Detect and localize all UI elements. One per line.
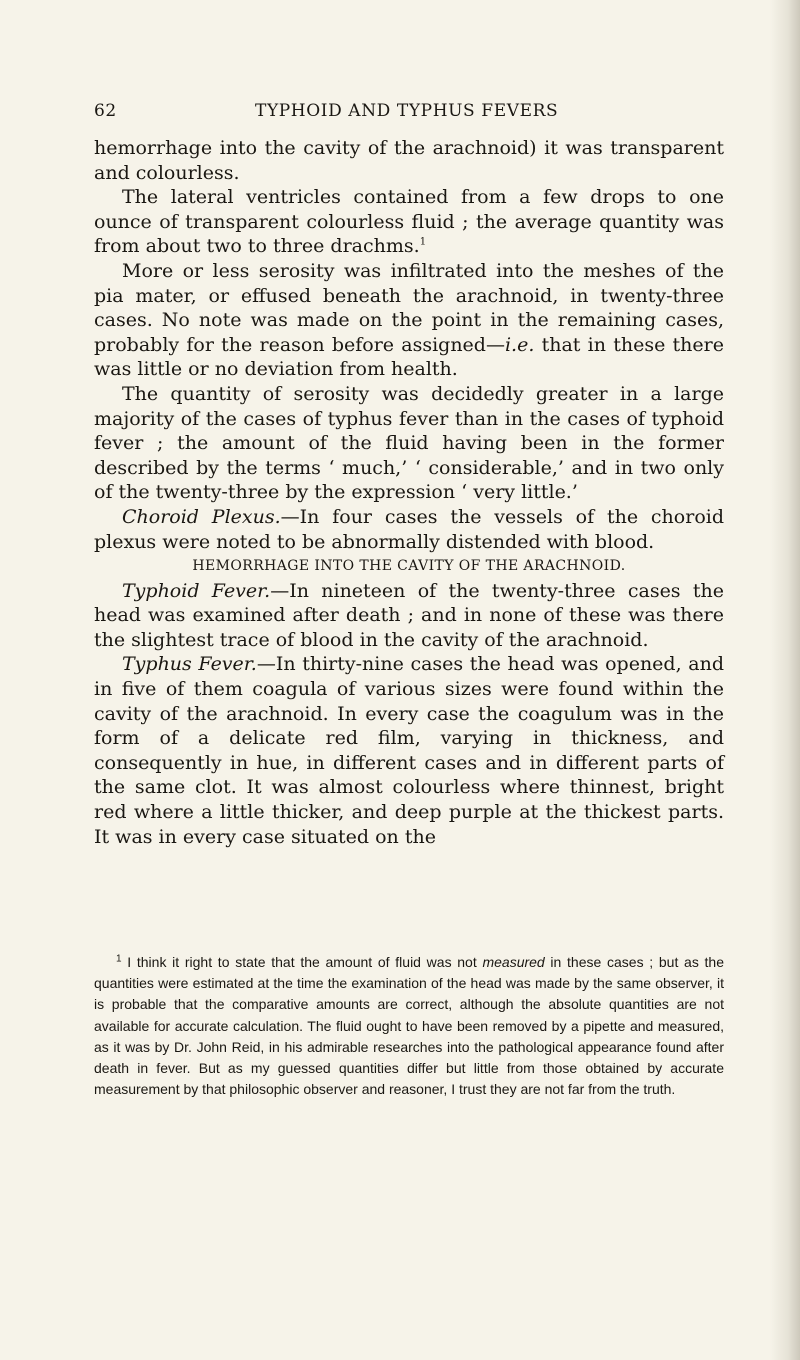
footnote-reference: 1 [419, 237, 427, 249]
paragraph-typhus-fever: Typhus Fever.—In thirty-nine cases the head was opened, and in five of them coagula of various sizes were found within the cavity of the arachnoid. In every case the coagulum was in the form of a delicate red film, varying in thickness, and consequently in hue, in different cases and in different parts of the same clot. It was almost colourless where thinnest, bright red where a little thicker, and deep purple at the thickest parts. It was in every case situated on the [94, 653, 724, 848]
paragraph-continued: hemorrhage into the cavity of the arachnoid) it was transparent and colourless. [94, 137, 724, 184]
running-head [94, 101, 694, 125]
subheading-typhoid-fever: Typhoid Fever. [122, 579, 271, 602]
footnote-marker: 1 [116, 953, 122, 965]
section-heading: HEMORRHAGE INTO THE CAVITY OF THE ARACHNOID. [192, 558, 626, 575]
paragraph-serosity: More or less serosity was infiltrated into the meshes of the pia mater, or effused beneath the arachnoid, in twenty-three cases. No note was made on the point in the remaining cases, probably for the reason before assigned—i.e. that in these there was little or no deviation from health. [94, 259, 724, 381]
paragraph-choroid-plexus: Choroid Plexus.—In four cases the vessels of the choroid plexus were noted to be abnormally distended with blood. [94, 505, 724, 553]
subheading-choroid-plexus: Choroid Plexus. [122, 505, 281, 528]
paragraph-lateral-ventricles: The lateral ventricles contained from a few drops to one ounce of transparent colourless fluid ; the average quantity was from about two to three drachms.$^1$ [94, 186, 724, 258]
paragraph-quantity: The quantity of serosity was decidedly greater in a large majority of the cases of typhus fever than in the cases of typhoid fever ; the amount of the fluid having been in the former described by the terms ‘ much,’ ‘ considerable,’ and in two only of the twenty-three by the expression ‘ very little.’ [94, 382, 724, 504]
running-title: TYPHOID AND TYPHUS FEVERS [255, 101, 559, 121]
page-number: 62 [94, 101, 117, 121]
footnote: $^1$ I think it right to state that the amount of fluid was not measured in these cases ; but as the quantities were estimated at the time the examination of the head was made by the same observer, it is probable that the comparative amounts are correct, although the absolute quantities are not available for accurate calculation. The fluid ought to have been removed by a pipette and measured, as it was by Dr. John Reid, in his admirable researches into the pathological appearance found after death in fever. But as my guessed quantities differ but little from those obtained by accurate measurement by that philosophic observer and reasoner, I trust they are not far from the truth. [94, 953, 725, 1098]
footnotes [94, 952, 724, 1100]
page-edge-shadow [770, 0, 800, 1360]
paragraph-typhoid-fever: Typhoid Fever.—In nineteen of the twenty-three cases the head was examined after death ; and in none of these was there the slightest trace of blood in the cavity of the arachnoid. [94, 579, 724, 651]
subheading-typhus-fever: Typhus Fever. [122, 653, 257, 676]
body-text [94, 136, 724, 849]
